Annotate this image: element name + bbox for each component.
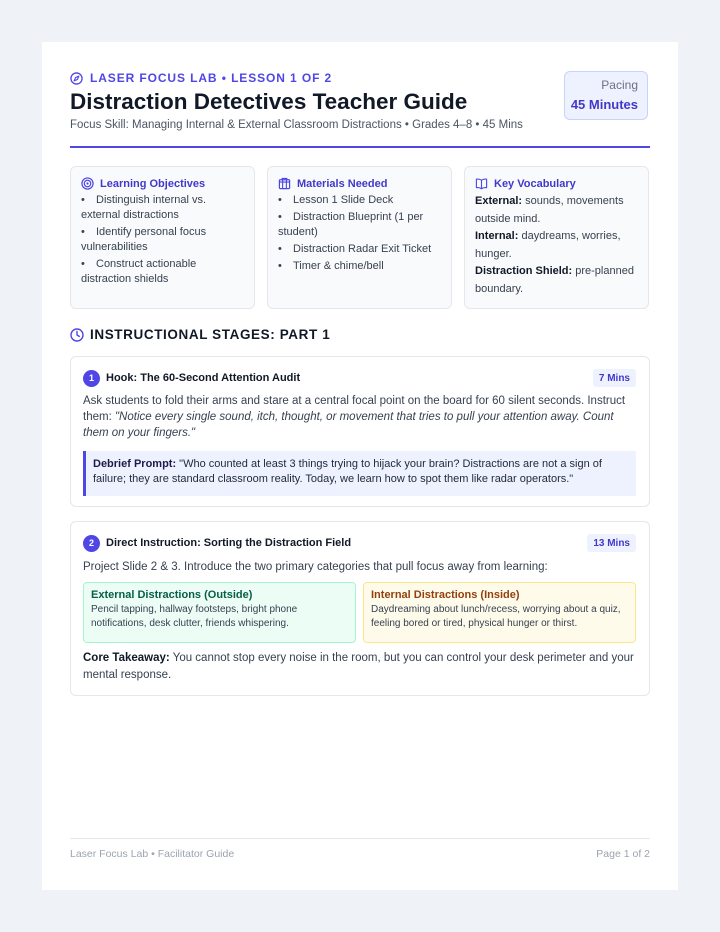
stages-heading: [70, 327, 330, 342]
objectives-card: [70, 166, 255, 309]
vocab-entry: Distraction Shield: pre-planned boundary.: [475, 265, 634, 295]
target-icon: [81, 177, 94, 190]
kicker-text: LASER FOCUS LAB • LESSON 1 OF 2: [90, 71, 333, 85]
list-item: • Identify personal focus vulnerabilities: [81, 226, 207, 253]
pacing-label: Pacing: [601, 78, 638, 92]
compass-icon: [70, 72, 83, 85]
debrief-prompt: Debrief Prompt: "Who counted at least 3 things trying to hijack your brain? Distractions are not a sign of failure; they are standard classroom reality. Today, we learn how to spot them like radar operators.": [83, 451, 636, 496]
pacing-value: 45 Minutes: [570, 97, 638, 112]
stage-number: 2: [83, 535, 100, 552]
direct-intro: Project Slide 2 & 3. Introduce the two primary categories that pull focus away from learning:: [83, 561, 548, 573]
objectives-title: Learning Objectives: [100, 177, 206, 190]
materials-list: [278, 193, 441, 274]
stage-title-row: [83, 534, 351, 552]
stage-direct-instruction: [70, 521, 650, 696]
lesson-kicker: [70, 70, 332, 86]
objectives-heading: [81, 177, 244, 190]
list-item: • Construct actionable distraction shields: [81, 258, 197, 285]
materials-card: [267, 166, 452, 309]
stages-heading-text: INSTRUCTIONAL STAGES: PART 1: [90, 327, 331, 342]
materials-icon: [278, 177, 291, 190]
materials-title: Materials Needed: [297, 177, 388, 190]
debrief-label: Debrief Prompt:: [93, 458, 177, 470]
page-subtitle: Focus Skill: Managing Internal & External Classroom Distractions • Grades 4–8 • 45 Mins: [70, 119, 523, 131]
external-text: Pencil tapping, hallway footsteps, bright phone notifications, desk clutter, friends whispering.: [91, 604, 298, 629]
core-takeaway: Core Takeaway: You cannot stop every noise in the room, but you can control your desk perimeter and your mental response.: [83, 652, 634, 681]
materials-heading: [278, 177, 441, 190]
stage-title: Direct Instruction: Sorting the Distraction Field: [106, 537, 352, 549]
stage-duration-badge: 7 Mins: [593, 369, 636, 387]
objectives-list: [81, 193, 244, 287]
book-icon: [475, 177, 488, 190]
hook-quote: "Notice every single sound, itch, thought, or movement that tries to pull your attention away. Count them on your fingers.": [83, 411, 614, 439]
internal-title: Internal Distractions (Inside): [371, 589, 520, 601]
external-distractions-box: [83, 582, 356, 643]
takeaway-label: Core Takeaway:: [83, 652, 170, 664]
list-item: • Timer & chime/bell: [278, 260, 384, 272]
pacing-badge: [564, 71, 648, 120]
external-title: External Distractions (Outside): [91, 589, 253, 601]
vocabulary-card: [464, 166, 649, 309]
header-divider: [70, 146, 650, 148]
stage-duration-badge: 13 Mins: [587, 534, 636, 552]
stage-title-row: [83, 369, 300, 387]
vocab-entry: External: sounds, movements outside mind.: [475, 195, 624, 225]
list-item: • Distinguish internal vs. external distractions: [81, 194, 207, 221]
footer-divider: [70, 838, 650, 839]
internal-text: Daydreaming about lunch/recess, worrying about a quiz, feeling bored or tired, physical hunger or thirst.: [371, 604, 621, 629]
list-item: • Distraction Blueprint (1 per student): [278, 211, 424, 238]
page-number: Page 1 of 2: [596, 848, 650, 860]
page-title: Distraction Detectives Teacher Guide: [70, 89, 468, 114]
stage-title: Hook: The 60-Second Attention Audit: [106, 372, 301, 384]
footer-label: Laser Focus Lab • Facilitator Guide: [70, 848, 235, 860]
vocab-entry: Internal: daydreams, worries, hunger.: [475, 230, 621, 260]
vocabulary-title: Key Vocabulary: [494, 177, 576, 190]
hook-instructions: Ask students to fold their arms and stare at a central focal point on the board for 60 silent seconds. Instruct them: "Notice every single sound, itch, thought, or movement that tries to pull your attention away. Count them on your fingers.": [83, 395, 626, 439]
internal-distractions-box: [363, 582, 636, 643]
guide-page: [42, 42, 678, 890]
stage-number: 1: [83, 370, 100, 387]
list-item: • Distraction Radar Exit Ticket: [278, 243, 432, 255]
stage-hook: [70, 356, 650, 507]
vocabulary-heading: [475, 177, 638, 190]
list-item: • Lesson 1 Slide Deck: [278, 194, 394, 206]
clock-icon: [70, 328, 84, 342]
